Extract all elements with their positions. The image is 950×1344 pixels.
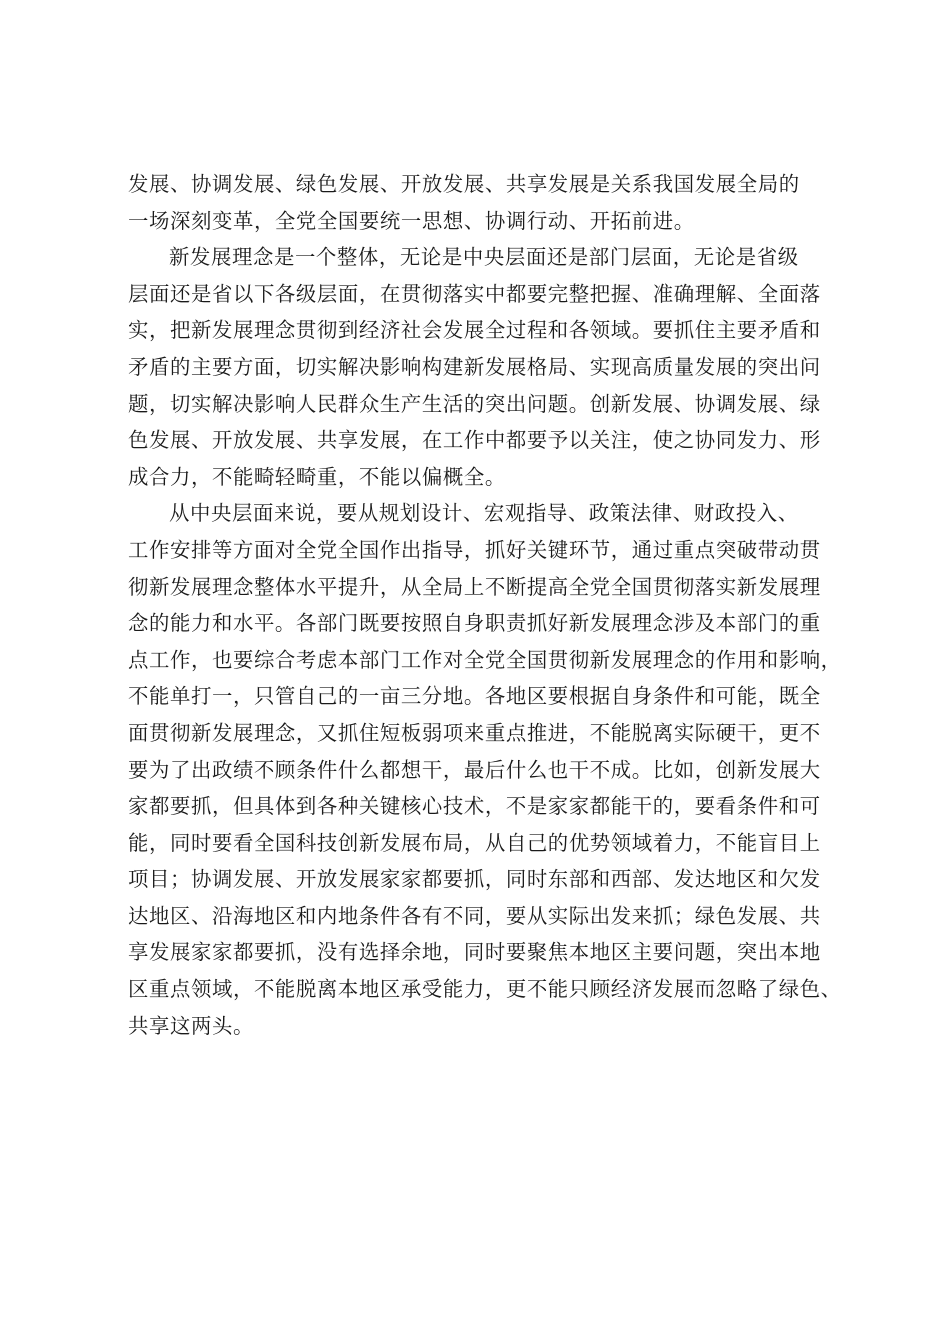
text-line: 不能单打一，只管自己的一亩三分地。各地区要根据自身条件和可能，既全 — [128, 684, 821, 709]
text-line: 成合力，不能畸轻畸重，不能以偏概全。 — [128, 464, 506, 489]
text-line: 能，同时要看全国科技创新发展布局，从自己的优势领域着力，不能盲目上 — [128, 830, 821, 855]
text-line: 区重点领域，不能脱离本地区承受能力，更不能只顾经济发展而忽略了绿色、 — [128, 977, 842, 1002]
text-line: 一场深刻变革，全党全国要统一思想、协调行动、开拓前进。 — [128, 208, 695, 233]
text-line: 享发展家家都要抓，没有选择余地，同时要聚焦本地区主要问题，突出本地 — [128, 940, 821, 965]
text-line: 新发展理念是一个整体，无论是中央层面还是部门层面，无论是省级 — [169, 245, 799, 270]
text-line: 矛盾的主要方面，切实解决影响构建新发展格局、实现高质量发展的突出问 — [128, 354, 821, 379]
text-line: 层面还是省以下各级层面，在贯彻落实中都要完整把握、准确理解、全面落 — [128, 281, 821, 306]
text-line: 要为了出政绩不顾条件什么都想干，最后什么也干不成。比如，创新发展大 — [128, 757, 821, 782]
body-text — [128, 166, 842, 1044]
text-line: 项目；协调发展、开放发展家家都要抓，同时东部和西部、发达地区和欠发 — [128, 867, 821, 892]
text-line: 发展、协调发展、绿色发展、开放发展、共享发展是关系我国发展全局的 — [128, 172, 800, 196]
text-line: 达地区、沿海地区和内地条件各有不同，要从实际出发来抓；绿色发展、共 — [128, 903, 821, 928]
text-line: 共享这两头。 — [128, 1013, 254, 1038]
text-line: 色发展、开放发展、共享发展，在工作中都要予以关注，使之协同发力、形 — [128, 428, 821, 453]
text-line: 题，切实解决影响人民群众生产生活的突出问题。创新发展、协调发展、绿 — [128, 391, 821, 416]
text-line: 念的能力和水平。各部门既要按照自身职责抓好新发展理念涉及本部门的重 — [128, 611, 821, 636]
text-line: 从中央层面来说，要从规划设计、宏观指导、政策法律、财政投入、 — [169, 501, 799, 526]
text-line: 彻新发展理念整体水平提升，从全局上不断提高全党全国贯彻落实新发展理 — [128, 574, 821, 599]
text-line: 工作安排等方面对全党全国作出指导，抓好关键环节，通过重点突破带动贯 — [128, 537, 821, 562]
text-line: 家都要抓，但具体到各种关键核心技术，不是家家都能干的，要看条件和可 — [128, 794, 821, 819]
text-line: 实，把新发展理念贯彻到经济社会发展全过程和各领域。要抓住主要矛盾和 — [128, 318, 821, 343]
text-line: 点工作，也要综合考虑本部门工作对全党全国贯彻新发展理念的作用和影响， — [128, 647, 842, 672]
text-line: 面贯彻新发展理念，又抓住短板弱项来重点推进，不能脱离实际硬干，更不 — [128, 720, 821, 745]
